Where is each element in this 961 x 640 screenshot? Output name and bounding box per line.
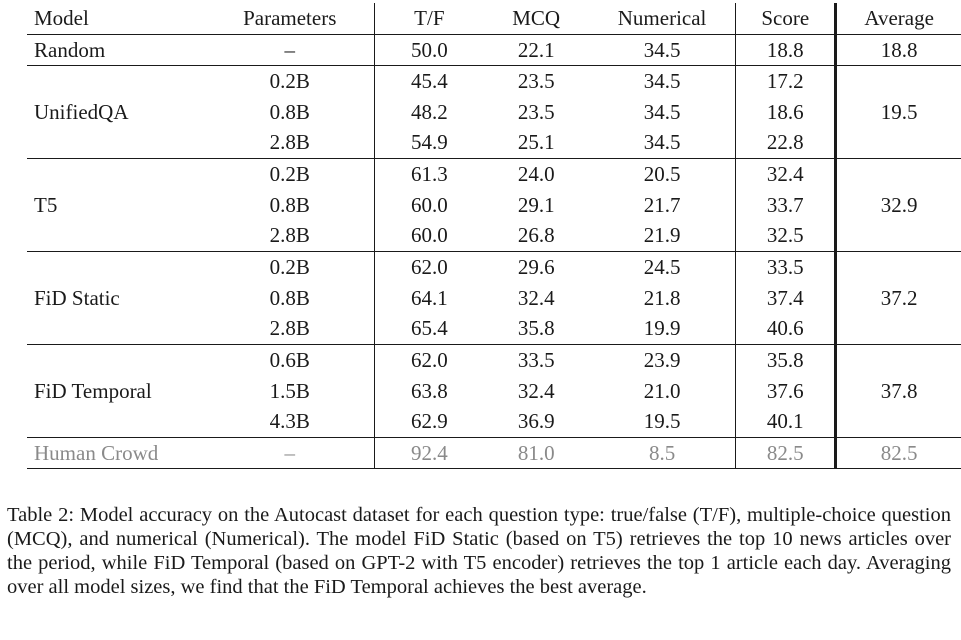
numerical-cell: 20.5 — [589, 158, 736, 189]
tf-cell: 50.0 — [375, 34, 484, 65]
tf-cell: 45.4 — [375, 65, 484, 96]
score-cell: 37.6 — [736, 375, 836, 406]
tf-cell: 63.8 — [375, 375, 484, 406]
tf-cell: 48.2 — [375, 96, 484, 127]
score-cell: 33.5 — [736, 251, 836, 282]
score-cell: 18.6 — [736, 96, 836, 127]
tf-cell: 62.9 — [375, 406, 484, 437]
model-name: FiD Temporal — [27, 344, 205, 437]
table-caption: Table 2: Model accuracy on the Autocast dataset for each question type: true/false (T/F), multiple-choice question (MCQ), and numerical (Numerical). The model FiD Static (based on T5) retrieves the top 10 news articles over the period, while FiD Temporal (based on GPT-2 with T5 encoder) retrieves the top 1 article each day. Averaging over all model sizes, we find that the FiD Temporal achieves the best average. — [7, 504, 951, 598]
table-row — [27, 34, 961, 65]
mcq-cell: 32.4 — [517, 285, 555, 310]
average-cell: 82.5 — [836, 437, 961, 468]
numerical-cell: 21.9 — [643, 223, 681, 248]
numerical-cell: 21.8 — [643, 285, 681, 310]
numerical-cell: 34.5 — [643, 99, 681, 124]
average-cell: 37.2 — [836, 251, 961, 344]
header-tf: T/F — [375, 3, 484, 34]
mcq-cell: 24.0 — [483, 158, 588, 189]
table-row — [27, 344, 961, 375]
score-cell: 22.8 — [736, 127, 836, 158]
score-cell: 32.5 — [736, 220, 836, 251]
mcq-cell: 81.0 — [483, 437, 588, 468]
numerical-cell-best: 19.5 — [643, 409, 681, 434]
parameters-cell: 2.8B — [269, 130, 310, 155]
mcq-cell: 35.8 — [517, 316, 555, 341]
average-cell: 32.9 — [836, 158, 961, 251]
tf-cell: 60.0 — [375, 220, 484, 251]
table-row — [27, 251, 961, 282]
header-mcq: MCQ — [483, 3, 588, 34]
tf-cell: 92.4 — [375, 437, 484, 468]
parameters-cell: – — [205, 34, 374, 65]
tf-cell: 54.9 — [375, 127, 484, 158]
numerical-cell: 23.9 — [589, 344, 736, 375]
parameters-cell: 1.5B — [269, 378, 310, 403]
numerical-cell: 19.9 — [643, 316, 681, 341]
parameters-cell: – — [205, 437, 374, 468]
model-name: UnifiedQA — [27, 65, 205, 158]
score-cell-best: 40.6 — [736, 313, 836, 344]
score-cell: 17.2 — [736, 65, 836, 96]
numerical-cell: 21.7 — [643, 192, 681, 217]
header-row — [27, 3, 961, 34]
parameters-cell: 0.2B — [205, 158, 374, 189]
numerical-cell: 34.5 — [589, 34, 736, 65]
numerical-cell: 24.5 — [589, 251, 736, 282]
model-name: Random — [27, 34, 205, 65]
table-row — [27, 158, 961, 189]
tf-cell: 62.0 — [375, 344, 484, 375]
parameters-cell: 2.8B — [269, 223, 310, 248]
results-table — [27, 3, 961, 469]
mcq-cell: 32.4 — [517, 378, 555, 403]
average-cell: 18.8 — [836, 34, 961, 65]
average-cell: 19.5 — [836, 65, 961, 158]
numerical-cell: 8.5 — [589, 437, 736, 468]
parameters-cell: 0.6B — [205, 344, 374, 375]
header-model: Model — [27, 3, 205, 34]
parameters-cell: 0.8B — [269, 285, 310, 310]
mcq-cell: 23.5 — [517, 99, 555, 124]
header-average: Average — [836, 3, 961, 34]
parameters-cell: 2.8B — [269, 316, 310, 341]
tf-cell: 64.1 — [375, 282, 484, 313]
mcq-cell-best: 36.9 — [517, 409, 555, 434]
score-cell: 32.4 — [736, 158, 836, 189]
header-score: Score — [736, 3, 836, 34]
parameters-cell: 0.8B — [269, 99, 310, 124]
score-cell: 18.8 — [736, 34, 836, 65]
mcq-cell: 29.1 — [517, 192, 555, 217]
model-name: Human Crowd — [27, 437, 205, 468]
tf-cell: 61.3 — [375, 158, 484, 189]
mcq-cell: 29.6 — [483, 251, 588, 282]
mcq-cell: 23.5 — [483, 65, 588, 96]
header-parameters: Parameters — [205, 3, 374, 34]
tf-cell-best: 65.4 — [375, 313, 484, 344]
parameters-cell: 0.8B — [269, 192, 310, 217]
tf-cell: 62.0 — [375, 251, 484, 282]
numerical-cell: 34.5 — [643, 130, 681, 155]
parameters-cell: 0.2B — [205, 65, 374, 96]
table-row — [27, 65, 961, 96]
score-cell: 40.1 — [736, 406, 836, 437]
score-cell: 82.5 — [736, 437, 836, 468]
score-cell: 37.4 — [736, 282, 836, 313]
model-name: FiD Static — [27, 251, 205, 344]
header-numerical: Numerical — [589, 3, 736, 34]
mcq-cell: 25.1 — [517, 130, 555, 155]
table-row — [27, 437, 961, 468]
parameters-cell: 4.3B — [269, 409, 310, 434]
mcq-cell: 26.8 — [517, 223, 555, 248]
score-cell: 35.8 — [736, 344, 836, 375]
tf-cell: 60.0 — [375, 189, 484, 220]
mcq-cell: 22.1 — [483, 34, 588, 65]
model-name: T5 — [27, 158, 205, 251]
mcq-cell: 33.5 — [483, 344, 588, 375]
numerical-cell: 34.5 — [589, 65, 736, 96]
score-cell: 33.7 — [736, 189, 836, 220]
numerical-cell: 21.0 — [643, 378, 681, 403]
parameters-cell: 0.2B — [205, 251, 374, 282]
average-cell-best: 37.8 — [836, 344, 961, 437]
